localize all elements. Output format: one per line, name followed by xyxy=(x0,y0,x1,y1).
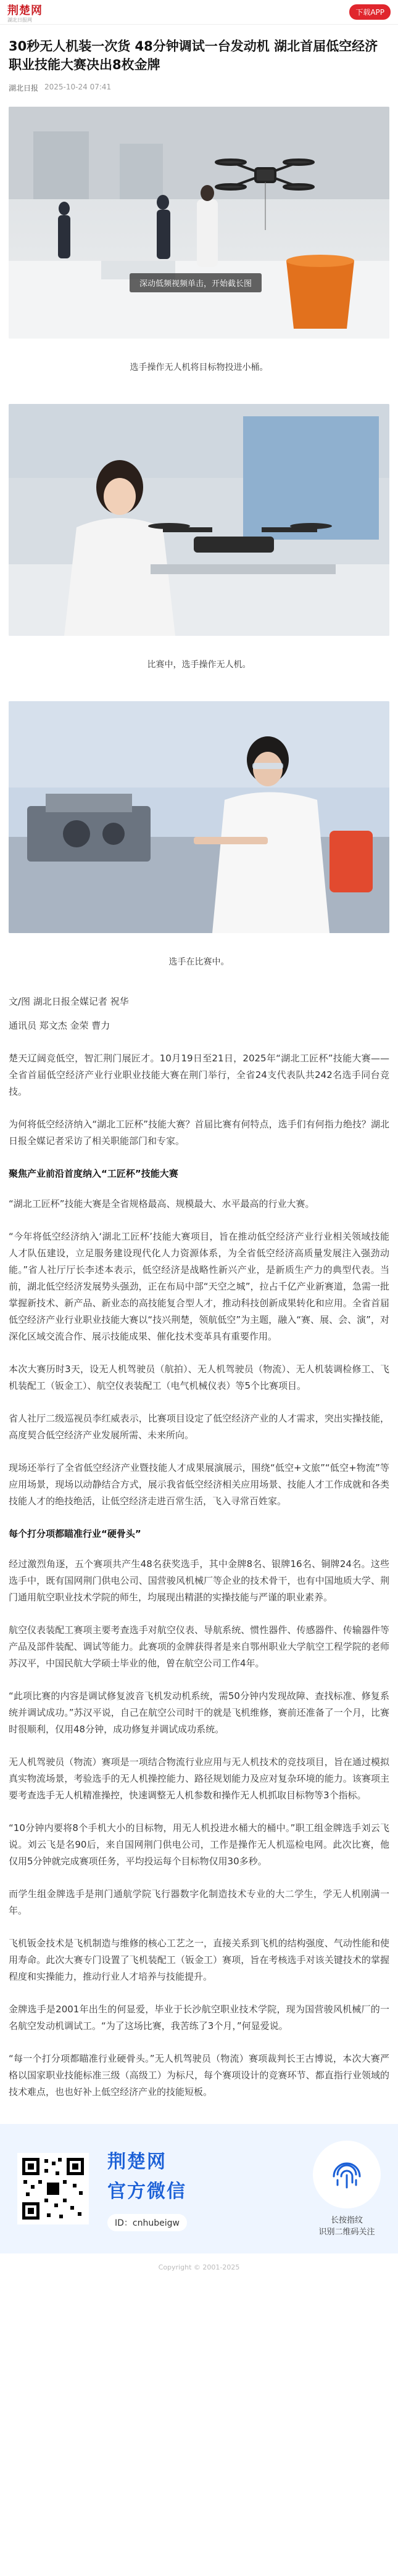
photo-drone-bucket-image xyxy=(9,107,389,339)
scan-prompt-line-1: 长按指纹 xyxy=(330,2216,363,2225)
paragraph: 楚天辽阔竞低空，智汇荆门展匠才。10月19日至21日，2025年“湖北工匠杯”技能大赛——全省首届低空经济产业行业职业技能大赛在荆门举行，全省24支代表队共242名选手同台竞技。 xyxy=(9,1053,389,1097)
paragraph: 飞机钣金技术是飞机制造与维修的核心工艺之一，直接关系到飞机的结构强度、气动性能和使用寿命。此次大赛专门设置了飞机装配工（钣金工）赛项，旨在考核选手对该关键技术的掌握程度和实操能力，推动行业人才培养与技能提升。 xyxy=(9,1938,389,1982)
article xyxy=(0,37,398,2101)
fingerprint-icon xyxy=(313,2141,381,2208)
reporters: 通讯员 郑文杰 金荣 曹力 xyxy=(9,1020,110,1031)
figure-1 xyxy=(9,107,389,373)
photo-operator-drone[interactable] xyxy=(9,404,389,636)
qr-code-icon xyxy=(20,2155,86,2222)
paragraph: “今年将低空经济纳入‘湖北工匠杯’技能大赛项目，旨在推动低空经济产业行业相关领域技能人才队伍建设，立足服务建设现代化人力资源体系，为全省低空经济高质量发展注入强劲动能。”省人社厅厅长李述本表示，低空经济是战略性新兴产业，是新质生产力的典型代表。当前，湖北低空经济发展势头强劲，正在布局中部“天空之城”，拉占千亿产业新赛道，急需一批掌握新技术、新产品、新业态的高技能复合型人才，推动科技创新成果转化和应用。全省首届低空经济产业行业职业技能大赛以“技兴荆楚，领航低空”为主题，融入“赛、展、会、演”，对深化区域交流合作、展示技能成果、催化技术变革具有重要作用。 xyxy=(9,1231,389,1342)
figure-3-caption: 选手在比赛中。 xyxy=(168,957,230,967)
download-app-button[interactable]: 下载APP xyxy=(349,4,391,20)
paragraph: “10分钟内要将8个手机大小的目标物，用无人机投进水桶大的桶中。”职工组金牌选手刘云飞说。刘云飞是名90后，来自国网荆门供电公司，工作是操作无人机巡检电网。此次比赛，他仅用5分钟就完成赛项任务，平均投运每个目标物仅用30多秒。 xyxy=(9,1822,389,1867)
brand-line-1: 荆楚网 xyxy=(107,2151,167,2173)
logo-text: 荆楚网 xyxy=(7,4,43,17)
paragraph: 航空仪表装配工赛项主要考查选手对航空仪表、导航系统、惯性器件、传感器件、传输器件等产品及部件装配、调试等能力。此赛项的金牌获得者是来自鄂州职业大学航空工程学院的老师苏汉平，中国民航大学硕士毕业的他，曾在航空公司工作4年。 xyxy=(9,1624,389,1669)
figure-3 xyxy=(9,701,389,968)
article-datetime: 2025-10-24 07:41 xyxy=(44,83,112,91)
site-logo[interactable] xyxy=(7,2,43,23)
paragraph: 经过激烈角逐，五个赛项共产生48名获奖选手，其中金牌8名、银牌16名、铜牌24名。这些选手中，既有国网荆门供电公司、国营骏风机械厂等企业的技术骨干，也有中国地质大学、荆门通用航空职业技术学院的师生，均展现出精湛的实操技能与严谨的职业素养。 xyxy=(9,1558,389,1603)
top-bar xyxy=(0,0,398,25)
paragraph: “每一个打分项都瞄准行业硬骨头。”无人机驾驶员（物流）赛项裁判长王古博说，本次大赛严格以国家职业技能标准三级（高级工）为标尺，每个赛项设计的竞赛环节、都直指行业领域的技术难点，也也好补上低空经济产业的技能短板。 xyxy=(9,2053,389,2097)
copyright: Copyright © 2001-2025 xyxy=(158,2263,240,2271)
brand-block xyxy=(107,2146,187,2231)
qr-code[interactable] xyxy=(17,2153,89,2224)
long-screenshot-tip[interactable]: 深动低频视频单击，开始截长图 xyxy=(130,273,262,292)
photo-contestant-image xyxy=(9,701,389,933)
paragraph: “此项比赛的内容是调试修复波音飞机发动机系统，需50分钟内发现故障、查找标准、修复系统并调试成功。”苏汉平说，自己在航空公司时干的就是飞机维修，赛前还准备了一个月，比赛时很顺利，仅用48分钟，成功修复并调试成功系统。 xyxy=(9,1690,389,1735)
wechat-follow-card xyxy=(0,2124,398,2253)
article-meta xyxy=(9,83,389,93)
photo-contestant[interactable] xyxy=(9,701,389,933)
figure-1-caption: 选手操作无人机将目标物投进小桶。 xyxy=(130,363,268,372)
article-title: 30秒无人机装一次货 48分钟调试一台发动机 湖北首届低空经济职业技能大赛决出8枚金牌 xyxy=(9,39,378,72)
paragraph: 而学生组金牌选手是荆门通航学院飞行器数字化制造技术专业的大二学生，学无人机刚满一年。 xyxy=(9,1888,389,1916)
scan-prompt-line-2: 识别二维码关注 xyxy=(318,2228,375,2237)
paragraph: 省人社厅二级巡视员李红威表示，比赛项目设定了低空经济产业的人才需求，突出实操技能，高度契合低空经济产业发展所需、未来所向。 xyxy=(9,1413,389,1441)
section-heading: 聚焦产业前沿首度纳入“工匠杯”技能大赛 xyxy=(9,1168,178,1179)
paragraph: 现场还举行了全省低空经济产业暨技能人才成果展演展示，围绕“低空+文旅”“低空+物流”等应用场景，现场以动静结合方式，展示我省低空经济相关应用场景、技能人才工作成就和各类技能人才的绝技绝活，让低空经济走进百常生活，飞入寻常百姓家。 xyxy=(9,1462,389,1507)
logo-sub: 湖北日报网 xyxy=(7,17,32,23)
paragraph: 无人机驾驶员（物流）赛项是一项结合物流行业应用与无人机技术的竞技项目，旨在通过模拟真实物流场景，考验选手的无人机操控能力、路径规划能力及应对复杂环境的能力。该赛项主要考查选手无人机精准操控，快速调整无人机参数和操作无人机抓取目标物等3个指标。 xyxy=(9,1756,389,1801)
photo-operator-drone-image xyxy=(9,404,389,636)
section-heading: 每个打分项都瞄准行业“硬骨头” xyxy=(9,1528,141,1539)
paragraph: 本次大赛历时3天，设无人机驾驶员（航拍）、无人机驾驶员（物流）、无人机装调检修工、飞机装配工（钣金工）、航空仪表装配工（电气机械仪表）等5个比赛项目。 xyxy=(9,1364,389,1391)
fingerprint-glyph xyxy=(325,2153,368,2196)
article-source: 湖北日报 xyxy=(9,84,39,93)
scan-prompt xyxy=(313,2141,381,2237)
wechat-id: ID：cnhubeigw xyxy=(107,2214,187,2231)
byline: 文/图 湖北日报全媒记者 祝华 xyxy=(9,996,129,1007)
figure-2 xyxy=(9,404,389,670)
paragraph: 为何将低空经济纳入“湖北工匠杯”技能大赛？首届比赛有何特点，选手们有何指力绝技？湖北日报全媒记者采访了相关职能部门和专家。 xyxy=(9,1119,389,1146)
brand-line-2: 官方微信 xyxy=(107,2181,186,2202)
figure-2-caption: 比赛中，选手操作无人机。 xyxy=(147,660,251,670)
paragraph: “湖北工匠杯”技能大赛是全省规格最高、规模最大、水平最高的行业大赛。 xyxy=(9,1198,315,1209)
photo-drone-bucket[interactable] xyxy=(9,107,389,339)
paragraph: 金牌选手是2001年出生的何显爱，毕业于长沙航空职业技术学院，现为国营骏风机械厂的一名航空发动机调试工。“为了这场比赛，我苦练了3个月，”何显爱说。 xyxy=(9,2004,389,2031)
